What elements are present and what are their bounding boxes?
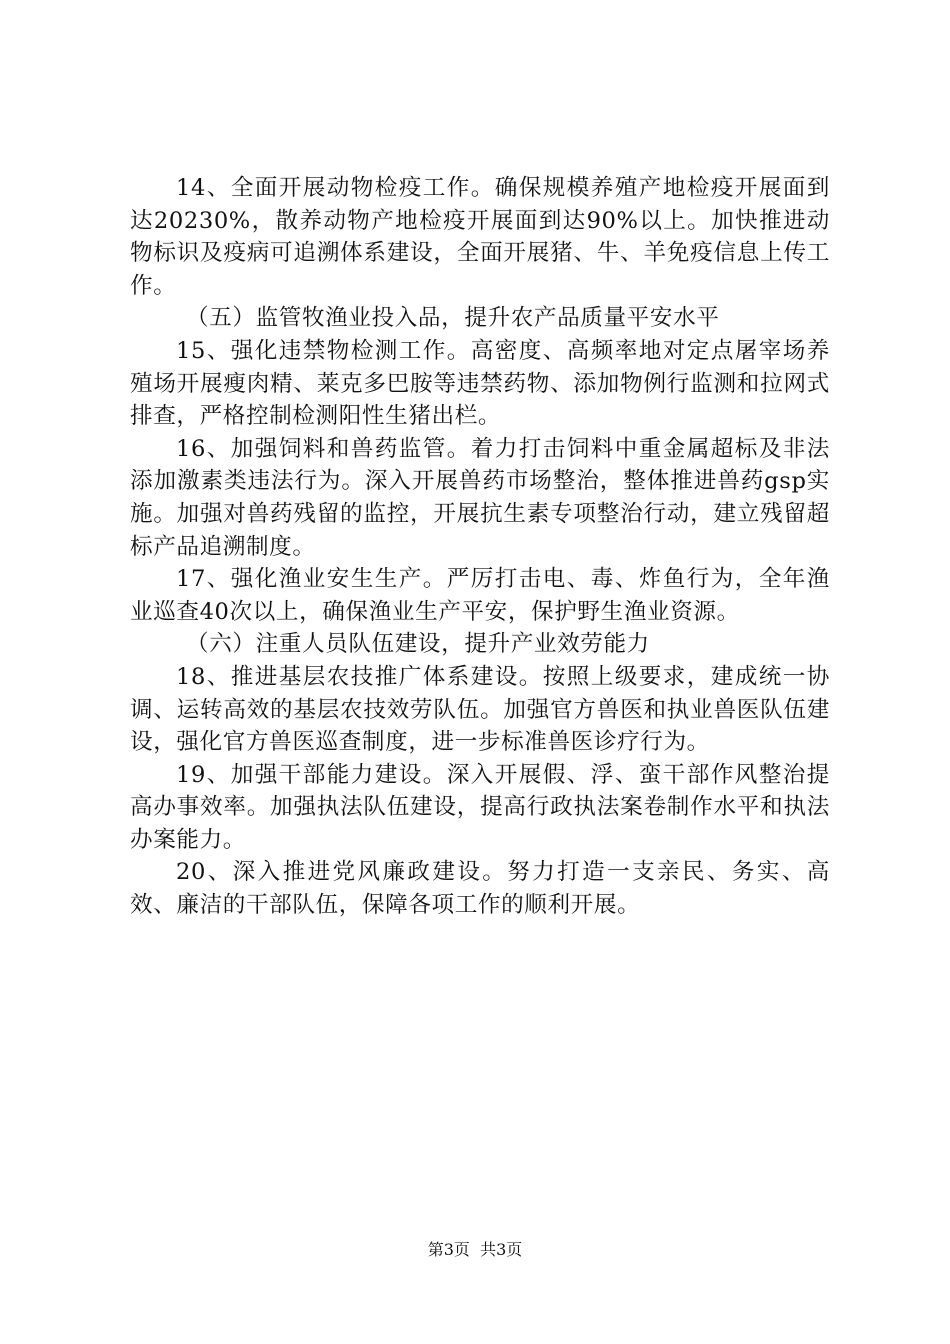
section-heading-6: （六）注重人员队伍建设，提升产业效劳能力: [186, 631, 650, 658]
paragraph-item-19: 19、加强干部能力建设。深入开展假、浮、蛮干部作风整治提高办事效率。加强执法队伍建设，提高行政执法案卷制作水平和执法办案能力。: [130, 761, 830, 853]
paragraph-item-15: 15、强化违禁物检测工作。高密度、高频率地对定点屠宰场养殖场开展瘦肉精、莱克多巴胺等违禁药物、添加物例行监测和拉网式排查，严格控制检测阳性生猪出栏。: [130, 337, 830, 430]
paragraph-item-16: 16、加强饲料和兽药监管。着力打击饲料中重金属超标及非法添加激素类违法行为。深入开展兽药市场整治，整体推进兽药gsp实施。加强对兽药残留的监控，开展抗生素专项整治行动，建立残留超标产品追溯制度。: [130, 435, 830, 560]
section-heading-5: （五）监管牧渔业投入品，提升农产品质量平安水平: [186, 305, 720, 332]
paragraph-item-18: 18、推进基层农技推广体系建设。按照上级要求，建成统一协调、运转高效的基层农技效劳队伍。加强官方兽医和执业兽医队伍建设，强化官方兽医巡查制度，进一步标准兽医诊疗行为。: [130, 663, 830, 756]
paragraph-item-20: 20、深入推进党风廉政建设。努力打造一支亲民、务实、高效、廉洁的干部队伍，保障各项工作的顺利开展。: [130, 859, 830, 919]
page-number-label: 第3页 共3页: [427, 1240, 523, 1259]
page-footer: [0, 1240, 950, 1260]
paragraph-item-14: 14、全面开展动物检疫工作。确保规模养殖产地检疫开展面到达20230%，散养动物产地检疫开展面到达90%以上。加快推进动物标识及疫病可追溯体系建设，全面开展猪、牛、羊免疫信息上传工作。: [130, 175, 830, 299]
paragraph-item-17: 17、强化渔业安生生产。严厉打击电、毒、炸鱼行为，全年渔业巡查40次以上，确保渔业生产平安，保护野生渔业资源。: [130, 566, 830, 625]
document-body: [130, 172, 830, 922]
